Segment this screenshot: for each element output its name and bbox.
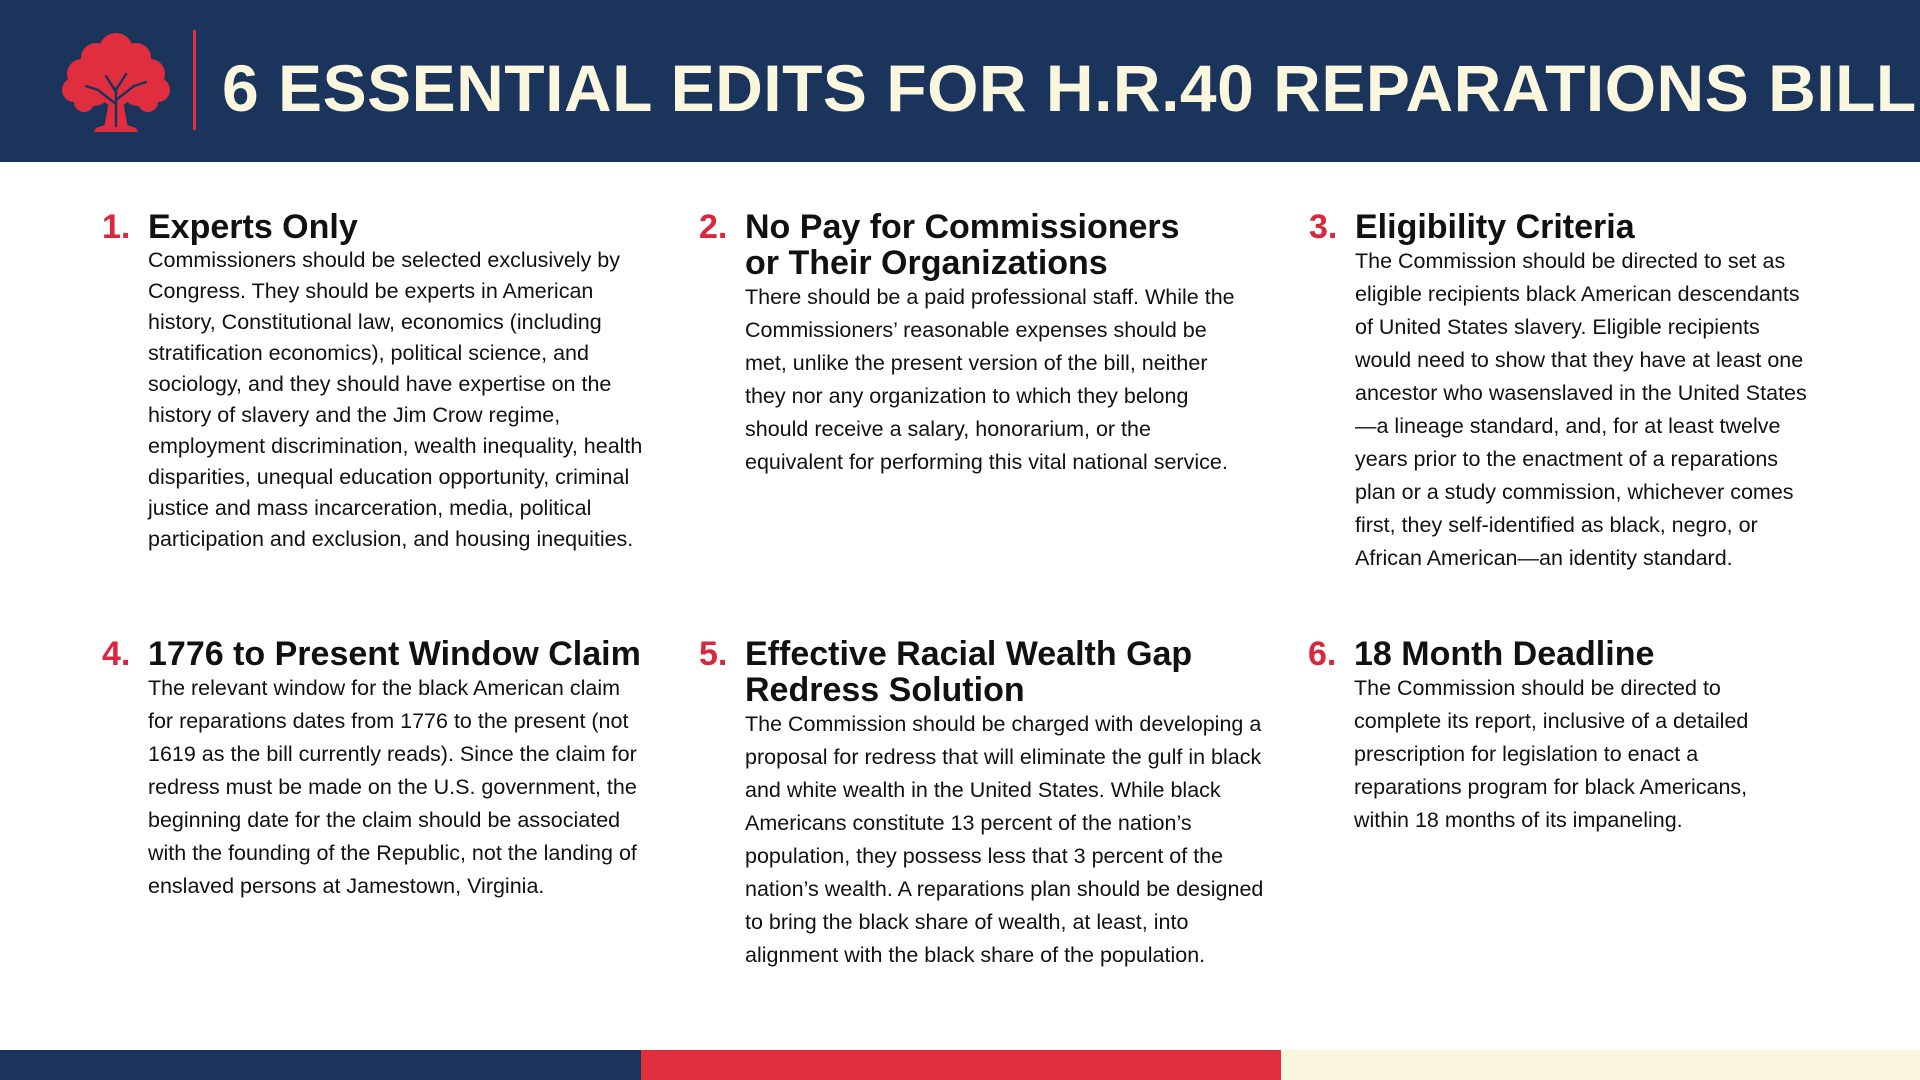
edit-body: Commissioners should be selected exclusively by Congress. They should be experts in American history, Constitutional law, economics (including stratification economics), political science, and sociology, and they should have expertise on the history of slavery and the Jim Crow regime, employment discrimination, wealth inequality, health disparities, unequal education opportunity, criminal justice and mass incarceration, media, political participation and exclusion, and housing inequities. <box>148 248 643 551</box>
edit-title: No Pay for Commissioners or Their Organizations <box>745 208 1180 282</box>
header-divider <box>193 30 196 130</box>
edit-body: There should be a paid professional staff. While the Commissioners’ reasonable expenses should be met, unlike the present version of the bill, neither they nor any organization to which they belong should receive a salary, honorarium, or the equivalent for performing this vital national service. <box>745 285 1235 474</box>
edit-title: Effective Racial Wealth Gap Redress Solution <box>745 635 1193 709</box>
edit-number: 5. <box>699 635 728 673</box>
edit-title: Experts Only <box>148 208 358 246</box>
page-title: 6 ESSENTIAL EDITS FOR H.R.40 REPARATIONS BILL <box>222 51 1917 125</box>
edit-item-1 <box>102 208 708 555</box>
edit-item-5 <box>699 635 1305 972</box>
edit-number: 3. <box>1309 208 1338 246</box>
footer-bar-red <box>641 1050 1281 1080</box>
edit-item-4 <box>102 635 708 903</box>
footer-bar-navy <box>0 1050 641 1080</box>
edit-item-6 <box>1308 635 1914 837</box>
edit-number: 4. <box>102 635 131 673</box>
tree-icon <box>58 28 174 136</box>
edit-title: 18 Month Deadline <box>1354 635 1655 673</box>
edit-body: The Commission should be directed to complete its report, inclusive of a detailed prescription for legislation to enact a reparations program for black Americans, within 18 months of its impaneling. <box>1354 676 1749 832</box>
footer-bar-cream <box>1281 1050 1920 1080</box>
edit-title: 1776 to Present Window Claim <box>148 635 641 673</box>
edit-item-2 <box>699 208 1305 479</box>
edit-body: The Commission should be charged with developing a proposal for redress that will eliminate the gulf in black and white wealth in the United States. While black Americans constitute 13 percent of the nation’s population, they possess less that 3 percent of the nation’s wealth. A reparations plan should be designed to bring the black share of wealth, at least, into alignment with the black share of the population. <box>745 712 1264 967</box>
edit-number: 1. <box>102 208 131 246</box>
edit-body: The relevant window for the black American claim for reparations dates from 1776 to the present (not 1619 as the bill currently reads). Since the claim for redress must be made on the U.S. government, the beginning date for the claim should be associated with the founding of the Republic, not the landing of enslaved persons at Jamestown, Virginia. <box>148 676 637 898</box>
header-banner <box>0 0 1920 162</box>
edit-number: 6. <box>1308 635 1337 673</box>
edit-number: 2. <box>699 208 728 246</box>
edit-item-3 <box>1309 208 1915 575</box>
edit-body: The Commission should be directed to set as eligible recipients black American descendants of United States slavery. Eligible recipients would need to show that they have at least one ancestor who wasenslaved in the United States—a lineage standard, and, for at least twelve years prior to the enactment of a reparations plan or a study commission, whichever comes first, they self-identified as black, negro, or African American—an identity standard. <box>1355 249 1807 570</box>
edit-title: Eligibility Criteria <box>1355 208 1635 246</box>
